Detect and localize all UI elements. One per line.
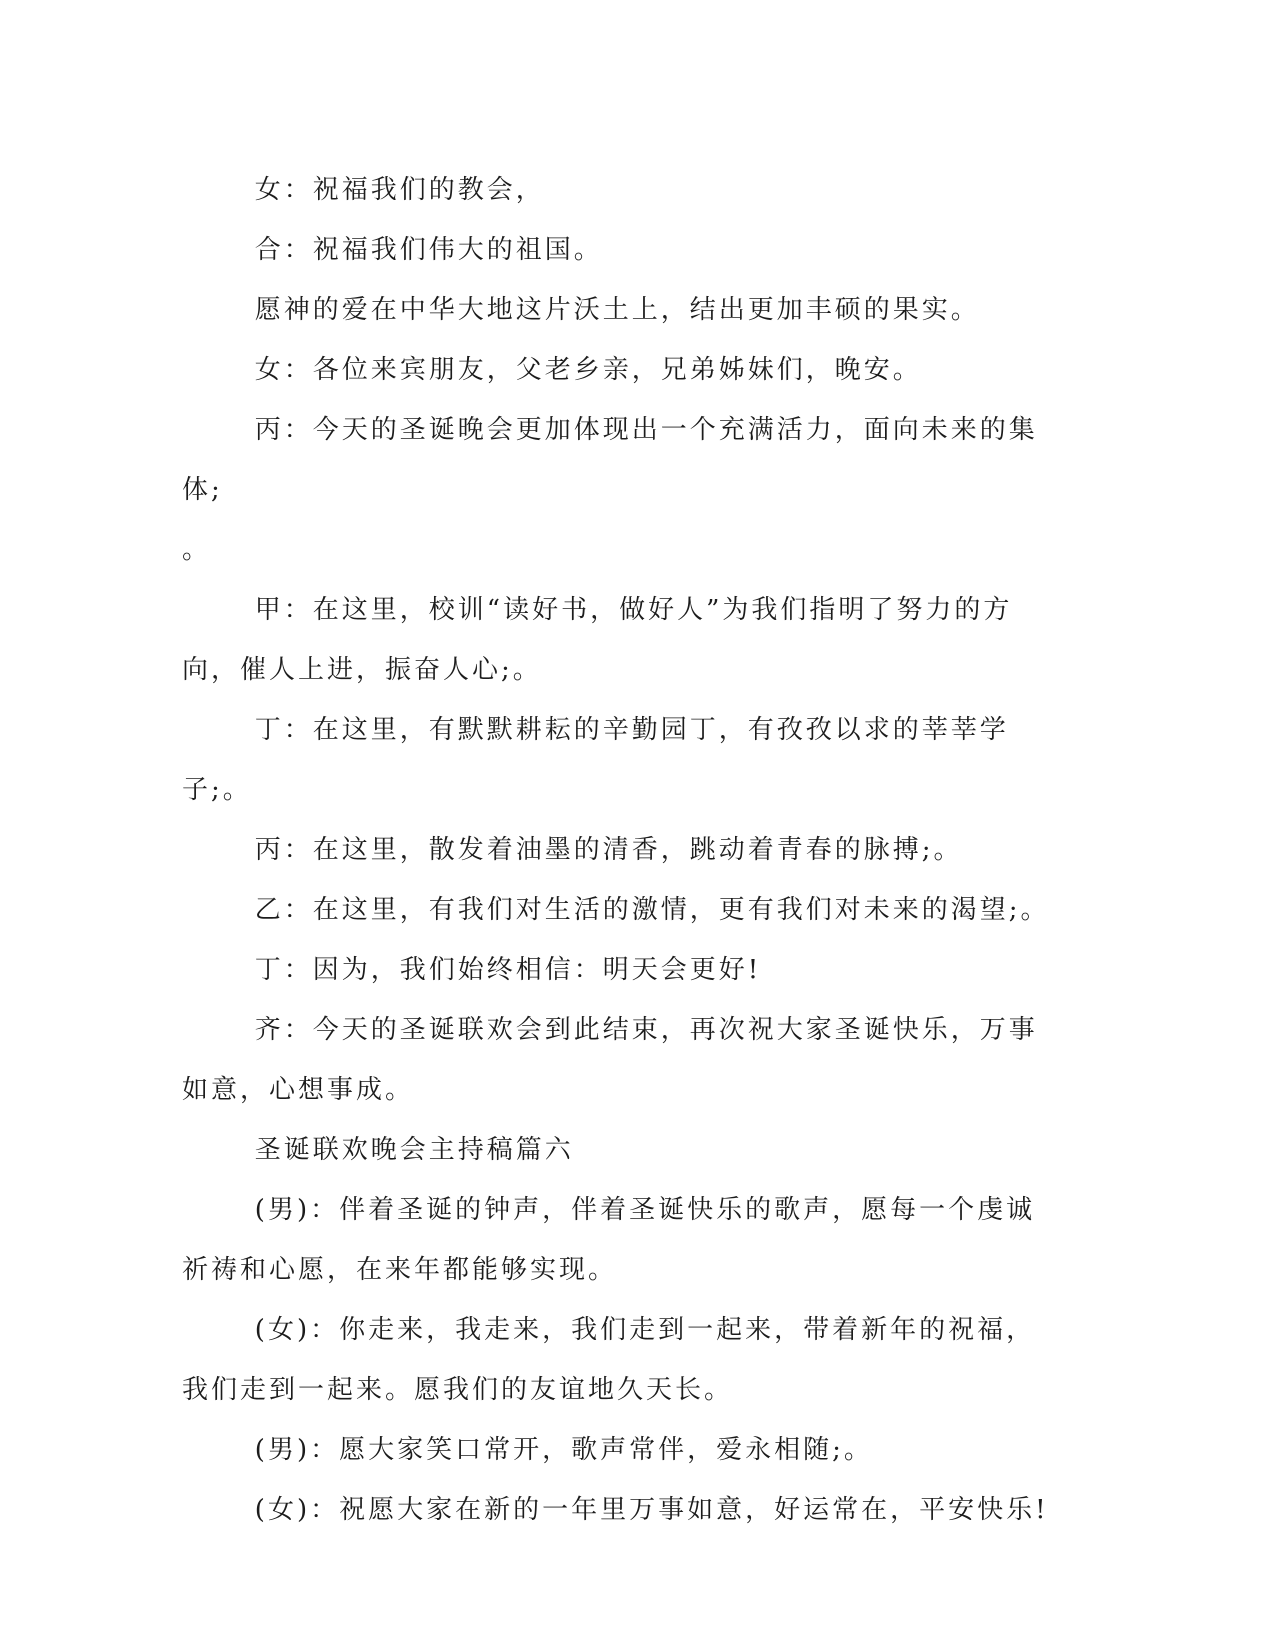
paragraph: 女：各位来宾朋友，父老乡亲，兄弟姊妹们，晚安。	[254, 355, 922, 385]
paragraph: 丙：在这里，散发着油墨的清香，跳动着青春的脉搏;。	[254, 835, 963, 865]
paragraph: 合：祝福我们伟大的祖国。	[254, 235, 603, 265]
paragraph: 丁：在这里，有默默耕耘的辛勤园丁，有孜孜以求的莘莘学子;。	[182, 715, 1009, 805]
paragraph: (男)：伴着圣诞的钟声，伴着圣诞快乐的歌声，愿每一个虔诚祈祷和心愿，在来年都能够实现。	[182, 1195, 1036, 1285]
document-body	[182, 160, 1062, 1540]
paragraph: 齐：今天的圣诞联欢会到此结束，再次祝大家圣诞快乐，万事如意，心想事成。	[182, 1015, 1038, 1105]
paragraph: 丁：因为，我们始终相信：明天会更好!	[254, 955, 762, 985]
paragraph: 。	[182, 535, 212, 565]
paragraph: (女)：你走来，我走来，我们走到一起来，带着新年的祝福，我们走到一起来。愿我们的友谊地久天长。	[182, 1315, 1036, 1405]
paragraph: 乙：在这里，有我们对生活的激情，更有我们对未来的渴望;。	[254, 895, 1050, 925]
paragraph: 甲：在这里，校训“读好书，做好人”为我们指明了努力的方向，催人上进，振奋人心;。	[182, 595, 1013, 685]
section-heading: 圣诞联欢晚会主持稿篇六	[254, 1135, 574, 1165]
paragraph: (男)：愿大家笑口常开，歌声常伴，爱永相随;。	[254, 1435, 873, 1465]
paragraph: (女)：祝愿大家在新的一年里万事如意，好运常在，平安快乐!	[254, 1495, 1049, 1525]
paragraph: 女：祝福我们的教会，	[254, 175, 545, 205]
paragraph: 丙：今天的圣诞晚会更加体现出一个充满活力，面向未来的集体;	[182, 415, 1038, 505]
paragraph: 愿神的爱在中华大地这片沃土上，结出更加丰硕的果实。	[254, 295, 980, 325]
